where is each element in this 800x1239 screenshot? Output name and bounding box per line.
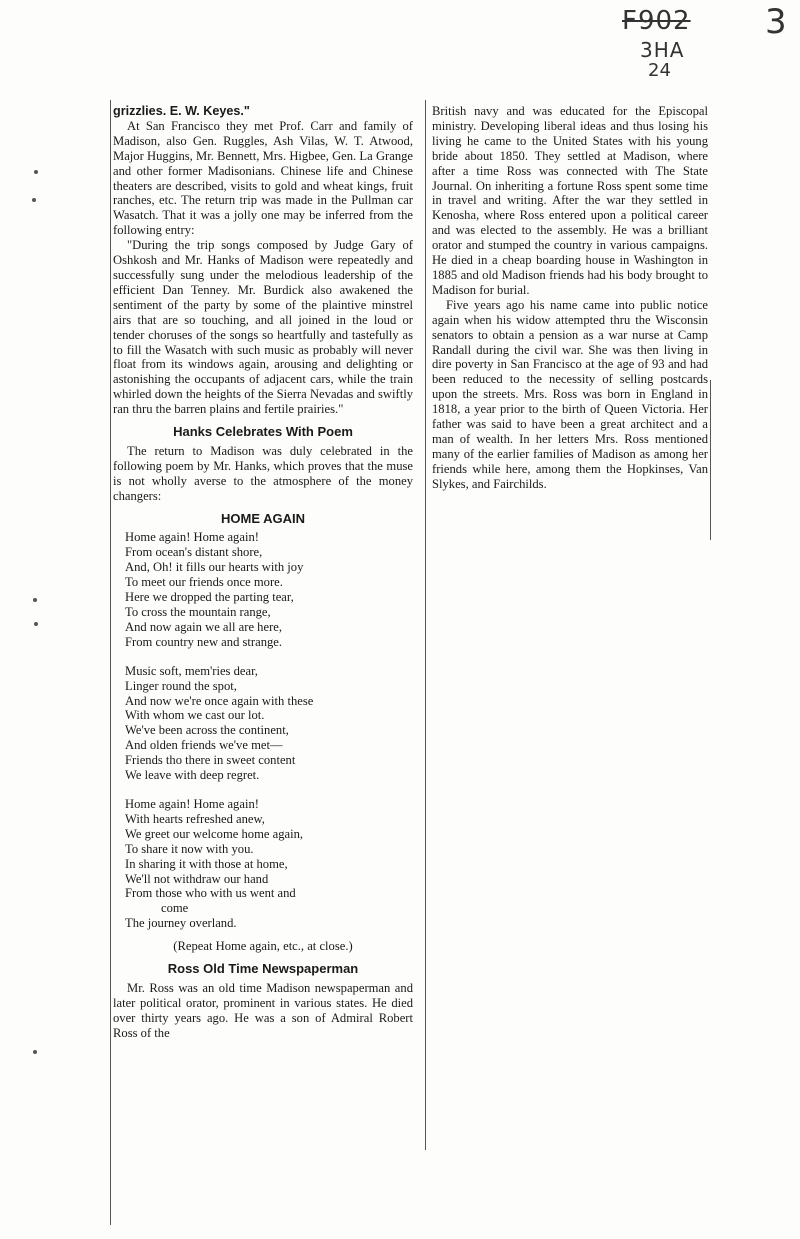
left-column [113, 104, 413, 1041]
poem-line: To share it now with you. [125, 841, 254, 856]
poem-line: To cross the mountain range, [125, 605, 271, 619]
scan-speck [34, 622, 38, 626]
poem-line: From ocean's distant shore, [125, 545, 263, 560]
poem-line: With whom we cast our lot. [125, 708, 265, 723]
scan-speck [33, 1050, 37, 1054]
paragraph: At San Francisco they met Prof. Carr and family of Madison, also Gen. Ruggles, Ash Vilas, W. T. Atwood, Major Huggins, Mr. Bennett, Mrs. Higbee, Gen. La Grange and other former Madisonians. Chinese life and Chinese theaters are described, visits to gold and wheat kings, fruit ranches, etc. The return trip was made in the Pullman car Wasatch. That it was a jolly one may be inferred from the following entry: [113, 118, 413, 238]
poem-title: HOME AGAIN [220, 510, 306, 526]
scan-speck [32, 198, 36, 202]
lead-line: grizzlies. E. W. Keyes." [113, 104, 250, 118]
poem [125, 530, 413, 931]
poem-line: And now we're once again with these [125, 693, 314, 708]
poem-line: Home again! Home again! [125, 796, 259, 811]
poem-line: We've been across the continent, [125, 723, 289, 738]
poem-line: And olden friends we've met— [125, 738, 283, 753]
scan-speck [33, 598, 37, 602]
poem-line: We'll not withdraw our hand [125, 871, 269, 886]
poem-line: From country new and strange. [125, 634, 283, 649]
poem-line: Friends tho there in sweet content [125, 753, 296, 768]
poem-line: We leave with deep regret. [125, 768, 260, 783]
paragraph: Five years ago his name came into public notice again when his widow attempted thru the Wisconsin senators to obtain a pension as a war nurse at Camp Randall during the civil war. She was then living in dire poverty in San Francisco at the age of 93 and had been reduced to the necessity of selling postcards upon the streets. Mrs. Ross was born in England in 1818, a year prior to the birth of Queen Victoria. Her father was said to have been a great architect and a man of wealth. In her letters Mrs. Ross mentioned many of the earlier families of Madison as among her friends while here, among them the Hopkinses, Van Slykes, and Fairchilds. [432, 297, 708, 491]
right-edge-rule [710, 380, 711, 540]
page-number: 3 [765, 2, 787, 42]
poem-line: Music soft, mem'ries dear, [125, 663, 258, 678]
poem-line: The journey overland. [125, 916, 237, 931]
paragraph: The return to Madison was duly celebrated in the following poem by Mr. Hanks, which proves that the muse is not wholly averse to the atmosphere of the money changers: [113, 443, 413, 503]
paragraph: Mr. Ross was an old time Madison newspaperman and later political orator, prominent in various states. He died over thirty years ago. He was a son of Admiral Robert Ross of the [113, 980, 413, 1040]
poem-line: come [161, 901, 189, 916]
scan-speck [34, 170, 38, 174]
section-heading: Ross Old Time Newspaperman [167, 961, 359, 977]
poem-line: Here we dropped the parting tear, [125, 590, 294, 605]
poem-stanza [125, 664, 413, 783]
poem-line: To meet our friends once more. [125, 575, 283, 590]
paragraph: British navy and was educated for the Episcopal ministry. Developing liberal ideas and thus losing his living he came to the United States with his young bride about 1850. They settled at Madison, where after a time Ross was connected with The State Journal. On inheriting a fortune Ross spent some time in travel and writing. After the war they settled in Kenosha, where Ross entered upon a political career and was elected to the assembly. He was a brilliant orator and stumped the country in various campaigns. He died in a cheap boarding house in Washington in 1885 and old Madison friends had his body brought to Madison for burial. [432, 104, 708, 297]
poem-line: In sharing it with those at home, [125, 856, 288, 871]
right-column [432, 104, 708, 492]
left-column-rule [110, 100, 111, 1225]
poem-line: With hearts refreshed anew, [125, 811, 265, 826]
column-divider-rule [425, 100, 426, 1150]
poem-line: From those who with us went and [125, 886, 296, 901]
archive-code-annotation: F902 [622, 6, 691, 36]
archive-sub-annotation: 3HA [640, 38, 685, 62]
poem-line: And now again we all are here, [125, 619, 283, 634]
section-heading: Hanks Celebrates With Poem [173, 424, 353, 440]
poem-line: And, Oh! it fills our hearts with joy [125, 560, 304, 575]
poem-line: We greet our welcome home again, [125, 826, 304, 841]
archive-sub-annotation-2: 24 [648, 60, 671, 81]
poem-stanza [125, 530, 413, 649]
repeat-note: (Repeat Home again, etc., at close.) [173, 939, 353, 954]
quoted-paragraph: "During the trip songs composed by Judge Gary of Oshkosh and Mr. Hanks of Madison were repeatedly and successfully sung under the melodious leadership of the efficient Dan Tenney. Mr. Burdick also awakened the sentiment of the party by some of the plaintive minstrel airs that are so touching, and all joined in the loud or tender choruses of the songs so heartfully and tastefully as to fill the Wasatch with such music as probably will never float from its windows again, arousing and delighting or astonishing the occupants of adjacent cars, while the train whirled down the heights of the Sierra Nevadas and swiftly ran thru the barren plains and fertile prairies." [113, 238, 413, 417]
poem-line: Home again! Home again! [125, 530, 259, 545]
poem-line: Linger round the spot, [125, 678, 237, 693]
poem-stanza [125, 797, 413, 931]
